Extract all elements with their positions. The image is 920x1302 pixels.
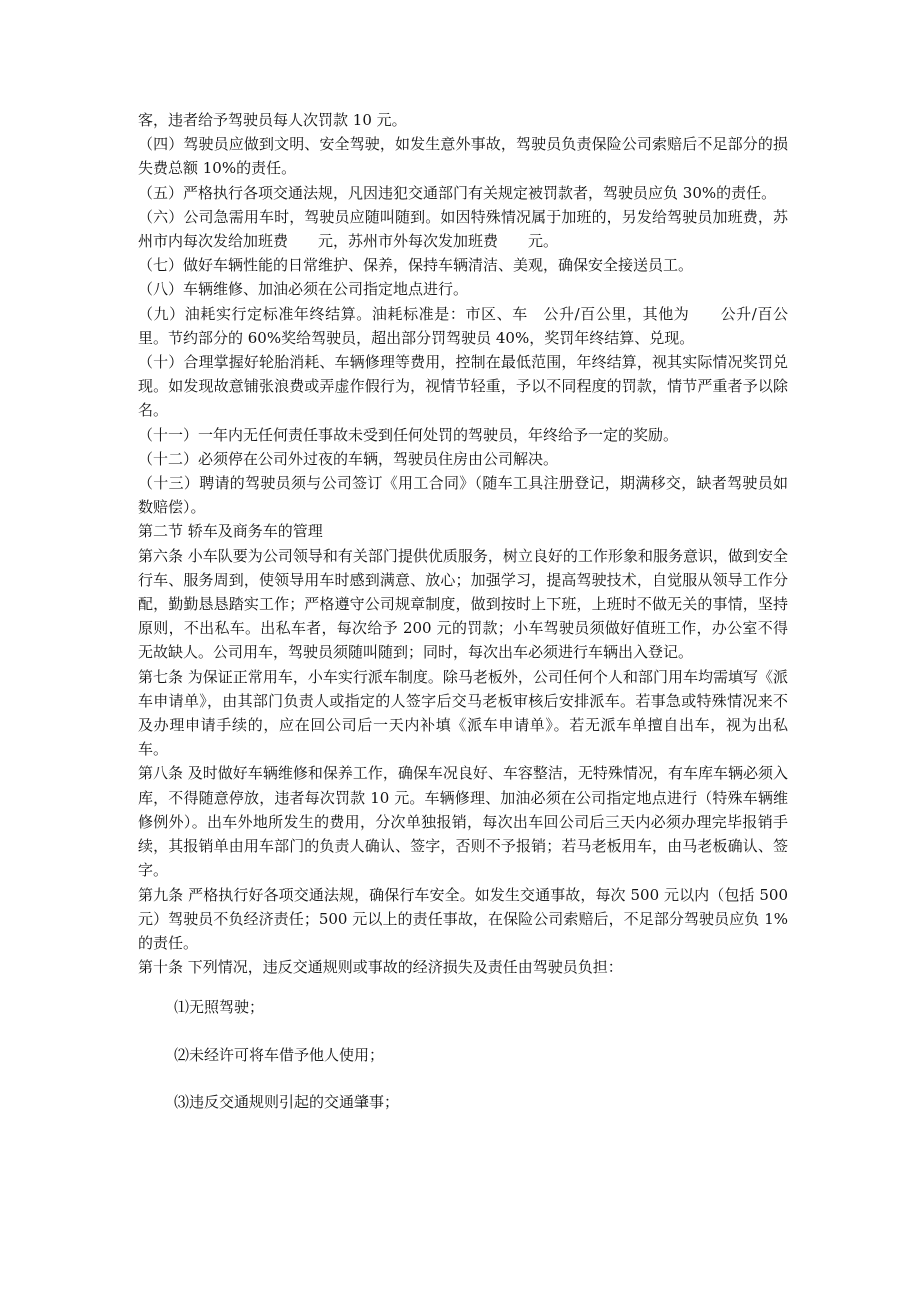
list-item: ⑴无照驾驶； [174, 998, 265, 1017]
article-9: 第九条 严格执行好各项交通法规，确保行车安全。如发生交通事故，每次 500 元以内（包括 500 元）驾驶员不负经济责任；500 元以上的责任事故，在保险公司索赔后，不足部分驾驶员应负 1%的责任。 [138, 885, 788, 952]
paragraph-item-9: （九）油耗实行定标准年终结算。油耗标准是：市区、车 公升/百公里，其他为 公升/百公里。节约部分的 60%奖给驾驶员，超出部分罚驾驶员 40%，奖罚年终结算、兑现。 [138, 304, 788, 347]
article-7: 第七条 为保证正常用车，小车实行派车制度。除马老板外，公司任何个人和部门用车均需填写《派车申请单》，由其部门负责人或指定的人签字后交马老板审核后安排派车。若事急或特殊情况来不及办理申请手续的，应在回公司后一天内补填《派车申请单》。若无派车单擅自出车，视为出私车。 [138, 667, 788, 759]
article-6: 第六条 小车队要为公司领导和有关部门提供优质服务，树立良好的工作形象和服务意识，做到安全行车、服务周到，使领导用车时感到满意、放心；加强学习，提高驾驶技术，自觉服从领导工作分配，勤勤恳恳踏实工作；严格遵守公司规章制度，做到按时上下班，上班时不做无关的事情，坚持原则，不出私车。出私车者，每次给予 200 元的罚款；小车驾驶员须做好值班工作，办公室不得无故缺人。公司用车，驾驶员须随叫随到；同时，每次出车必须进行车辆出入登记。 [138, 546, 788, 662]
paragraph-item-7: （七）做好车辆性能的日常维护、保养，保持车辆清洁、美观，确保安全接送员工。 [138, 256, 694, 275]
paragraph-item-6: （六）公司急需用车时，驾驶员应随叫随到。如因特殊情况属于加班的，另发给驾驶员加班费，苏州市内每次发给加班费 元，苏州市外每次发加班费 元。 [138, 207, 788, 251]
article-10-list [138, 995, 788, 1114]
paragraph-item-13: （十三）聘请的驾驶员须与公司签订《用工合同》（随车工具注册登记，期满移交，缺者驾驶员如数赔偿）。 [138, 474, 788, 517]
article-10: 第十条 下列情况，违反交通规则或事故的经济损失及责任由驾驶员负担： [138, 958, 623, 977]
paragraph-item-11: （十一）一年内无任何责任事故未受到任何处罚的驾驶员，年终给予一定的奖励。 [138, 425, 679, 444]
list-item: ⑶违反交通规则引起的交通肇事； [174, 1092, 400, 1111]
list-item: ⑵未经许可将车借予他人使用； [174, 1045, 385, 1064]
paragraph-continuation: 客，违者给予驾驶员每人次罚款 10 元。 [138, 111, 407, 129]
paragraph-item-8: （八）车辆维修、加油必须在公司指定地点进行。 [138, 280, 469, 299]
document-page [138, 108, 788, 1137]
section-heading: 第二节 轿车及商务车的管理 [138, 522, 323, 541]
paragraph-item-12: （十二）必须停在公司外过夜的车辆，驾驶员住房由公司解决。 [138, 449, 559, 468]
paragraph-item-4: （四）驾驶员应做到文明、安全驾驶，如发生意外事故，驾驶员负责保险公司索赔后不足部分的损失费总额 10%的责任。 [138, 135, 788, 178]
article-8: 第八条 及时做好车辆维修和保养工作，确保车况良好、车容整洁，无特殊情况，有车库车辆必须入库，不得随意停放，违者每次罚款 10 元。车辆修理、加油必须在公司指定地点进行（特殊车辆维修例外）。出车外地所发生的费用，分次单独报销，每次出车回公司后三天内必须办理完毕报销手续，其报销单由用车部门的负责人确认、签字，否则不予报销；若马老板用车，由马老板确认、签字。 [138, 764, 788, 880]
paragraph-item-10: （十）合理掌握好轮胎消耗、车辆修理等费用，控制在最低范围，年终结算，视其实际情况奖罚兑现。如发现故意铺张浪费或弄虚作假行为，视情节轻重，予以不同程度的罚款，情节严重者予以除名。 [138, 353, 788, 420]
paragraph-item-5: （五）严格执行各项交通法规，凡因违犯交通部门有关规定被罚款者，驾驶员应负 30%的责任。 [138, 183, 777, 202]
